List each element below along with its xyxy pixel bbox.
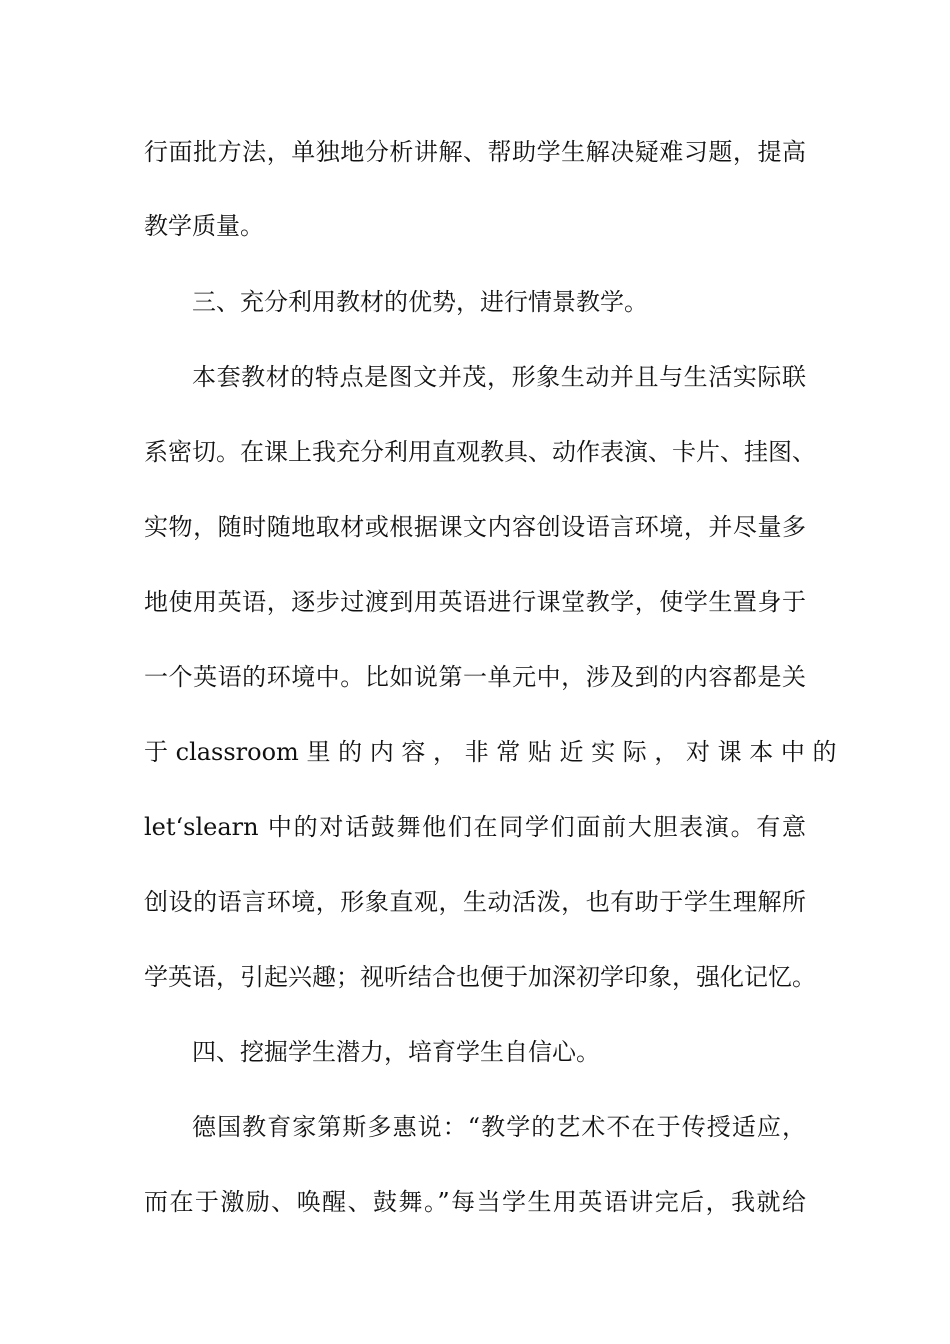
paragraph-line: 创设的语言环境，形象直观，生动活泼，也有助于学生理解所: [144, 888, 806, 916]
paragraph-line: let‘slearn 中的对话鼓舞他们在同学们面前大胆表演。有意: [144, 813, 806, 841]
section-heading: 三、充分利用教材的优势，进行情景教学。: [192, 288, 648, 316]
paragraph-line: 德国教育家第斯多惠说：“教学的艺术不在于传授适应，: [192, 1113, 806, 1141]
paragraph-line: 行面批方法，单独地分析讲解、帮助学生解决疑难习题，提高: [144, 138, 806, 166]
paragraph-line: 地使用英语，逐步过渡到用英语进行课堂教学，使学生置身于: [144, 588, 806, 616]
paragraph-line: 而在于激励、唤醒、鼓舞。”每当学生用英语讲完后，我就给: [144, 1188, 806, 1216]
paragraph-line: 一个英语的环境中。比如说第一单元中，涉及到的内容都是关: [144, 663, 806, 691]
section-heading: 四、挖掘学生潜力，培育学生自信心。: [192, 1038, 600, 1066]
paragraph-line: 学英语，引起兴趣；视听结合也便于加深初学印象，强化记忆。: [144, 963, 816, 991]
paragraph-line: 本套教材的特点是图文并茂，形象生动并且与生活实际联: [192, 363, 806, 391]
paragraph-line: 教学质量。: [144, 212, 264, 240]
paragraph-line: 实物，随时随地取材或根据课文内容创设语言环境，并尽量多: [144, 513, 806, 541]
paragraph-line: 系密切。在课上我充分利用直观教具、动作表演、卡片、挂图、: [144, 438, 816, 466]
paragraph-line: 于 classroom 里 的 内 容 ， 非 常 贴 近 实 际 ， 对 课 本 中 的: [144, 738, 837, 766]
